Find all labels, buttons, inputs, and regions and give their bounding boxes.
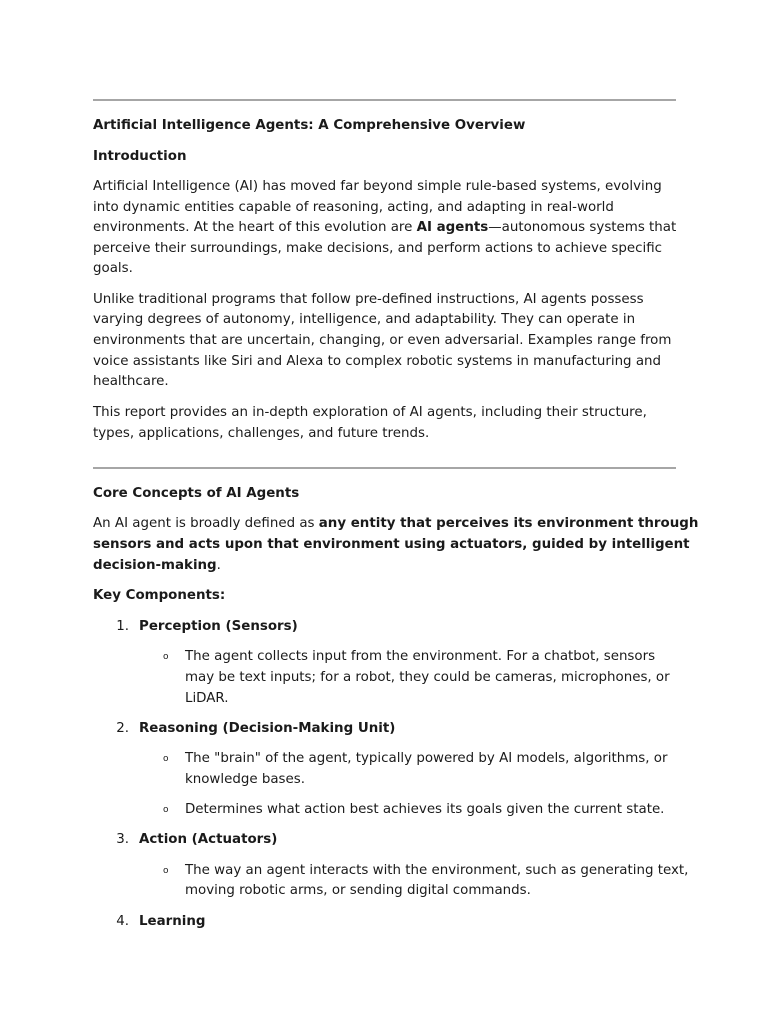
list-item-label: Reasoning (Decision-Making Unit) <box>139 721 396 736</box>
list-item-label: Perception (Sensors) <box>139 619 298 634</box>
paragraph-line: perceive their surroundings, make decisions, and perform actions to achieve specific <box>93 241 663 256</box>
paragraph-line: voice assistants like Siri and Alexa to complex robotic systems in manufacturing and <box>93 354 662 369</box>
text-run: environments. At the heart of this evolution are <box>93 220 417 235</box>
bold-text-run: decision-making <box>93 558 217 573</box>
bold-text-run: any entity that perceives its environment through <box>318 516 699 531</box>
bullet-line: knowledge bases. <box>185 772 305 787</box>
bullet-line: The way an agent interacts with the environment, such as generating text, <box>185 863 689 878</box>
bullet-line: LiDAR. <box>185 691 229 706</box>
paragraph-line <box>93 556 676 577</box>
paragraph-line <box>93 514 699 535</box>
list-number: 3. <box>116 832 129 847</box>
list-number: 2. <box>116 721 129 736</box>
paragraph-line: environments that are uncertain, changing, or even adversarial. Examples range from <box>93 333 672 348</box>
paragraph-line: varying degrees of autonomy, intelligence, and adaptability. They can operate in <box>93 312 636 327</box>
paragraph-line: into dynamic entities capable of reasoning, acting, and adapting in real-world <box>93 200 614 215</box>
key-components-heading: Key Components: <box>93 588 226 603</box>
bullet-marker: o <box>163 754 169 764</box>
paragraph-line: Unlike traditional programs that follow pre-defined instructions, AI agents possess <box>93 292 644 307</box>
horizontal-rule-middle <box>93 467 676 469</box>
bullet-marker: o <box>163 652 169 662</box>
paragraph-line: goals. <box>93 261 133 276</box>
document-title: Artificial Intelligence Agents: A Comprehensive Overview <box>93 118 526 133</box>
text-run: . <box>216 558 221 573</box>
list-number: 4. <box>116 914 129 929</box>
text-run: An AI agent is broadly defined as <box>93 516 319 531</box>
bullet-marker: o <box>163 866 169 876</box>
bullet-line: Determines what action best achieves its goals given the current state. <box>185 802 665 817</box>
list-item-label: Action (Actuators) <box>139 832 278 847</box>
list-number: 1. <box>116 619 129 634</box>
bullet-line: The "brain" of the agent, typically powered by AI models, algorithms, or <box>185 751 668 766</box>
bullet-line: The agent collects input from the environment. For a chatbot, sensors <box>185 649 656 664</box>
list-item-label: Learning <box>139 914 206 929</box>
paragraph-line: healthcare. <box>93 374 169 389</box>
paragraph-line: Artificial Intelligence (AI) has moved far beyond simple rule-based systems, evolving <box>93 179 662 194</box>
bullet-line: may be text inputs; for a robot, they could be cameras, microphones, or <box>185 670 670 685</box>
paragraph-line: types, applications, challenges, and future trends. <box>93 426 430 441</box>
bold-text-run: AI agents <box>416 220 489 235</box>
bullet-marker: o <box>163 805 169 815</box>
horizontal-rule-top <box>93 99 676 101</box>
text-run: —autonomous systems that <box>488 220 677 235</box>
paragraph-line <box>93 218 676 239</box>
bullet-line: moving robotic arms, or sending digital commands. <box>185 883 531 898</box>
paragraph-line: This report provides an in-depth exploration of AI agents, including their structure, <box>93 405 647 420</box>
section-heading-core-concepts: Core Concepts of AI Agents <box>93 486 300 501</box>
paragraph-line: sensors and acts upon that environment using actuators, guided by intelligent <box>93 537 690 552</box>
section-heading-introduction: Introduction <box>93 149 187 164</box>
